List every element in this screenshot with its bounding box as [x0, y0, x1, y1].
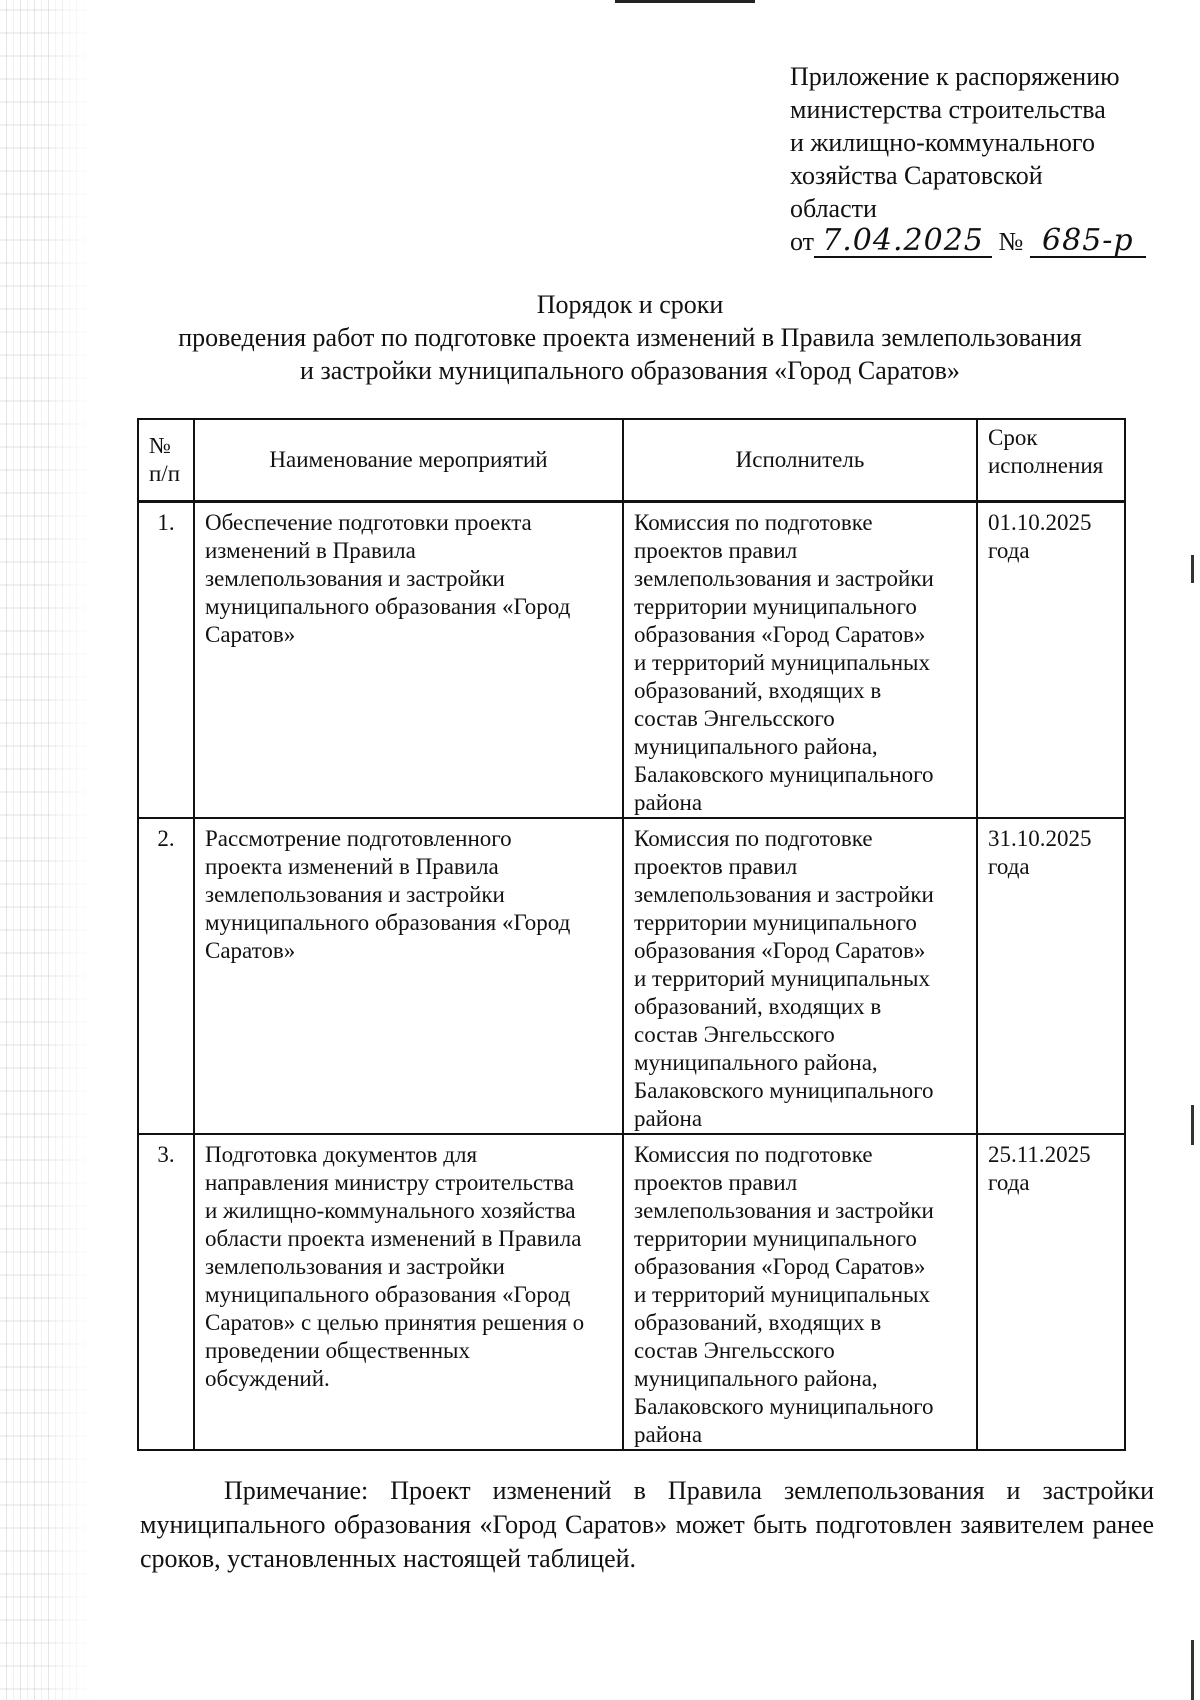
header-executor: Исполнитель [623, 419, 977, 502]
row-number: 2. [138, 818, 194, 1134]
appendix-line: и жилищно-коммунального [790, 128, 1095, 157]
scan-speck [1191, 555, 1194, 583]
number-label: № [998, 227, 1024, 256]
row-number: 3. [138, 1134, 194, 1450]
table-row [138, 1134, 1125, 1450]
row-deadline: 31.10.2025 года [977, 818, 1125, 1134]
schedule-table [137, 418, 1126, 1451]
row-deadline: 01.10.2025 года [977, 502, 1125, 819]
order-date-line [790, 225, 1160, 258]
row-number: 1. [138, 502, 194, 819]
appendix-block [790, 60, 1160, 258]
table-row [138, 502, 1125, 819]
row-deadline: 25.11.2025 года [977, 1134, 1125, 1450]
scan-speck [1191, 1105, 1194, 1145]
row-activity-name: Подготовка документов для направления министру строительства и жилищно-коммунального хозяйства области проекта изменений в Правила землепользования и застройки муниципального образования «Город Саратов» с целью принятия решения о проведении общественных обсуждений. [194, 1134, 623, 1450]
header-number: № п/п [138, 419, 194, 502]
title-line: Порядок и сроки [536, 290, 724, 319]
row-executor: Комиссия по подготовке проектов правил землепользования и застройки территории муниципального образования «Город Саратов» и территорий муниципальных образований, входящих в состав Энгельсского муниципального района, Балаковского муниципального района [623, 818, 977, 1134]
appendix-line: Приложение к распоряжению [790, 62, 1120, 91]
handwritten-number: 685-р [1030, 226, 1146, 258]
from-label: от [790, 227, 815, 256]
scan-noise-edge [0, 0, 92, 1700]
row-activity-name: Обеспечение подготовки проекта изменений в Правила землепользования и застройки муниципального образования «Город Саратов» [194, 502, 623, 819]
row-executor: Комиссия по подготовке проектов правил землепользования и застройки территории муниципального образования «Город Саратов» и территорий муниципальных образований, входящих в состав Энгельсского муниципального района, Балаковского муниципального района [623, 1134, 977, 1450]
handwritten-date: 7.04.2025 [814, 226, 992, 258]
header-deadline: Срок исполнения [977, 419, 1125, 502]
row-activity-name: Рассмотрение подготовленного проекта изменений в Правила землепользования и застройки муниципального образования «Город Саратов» [194, 818, 623, 1134]
title-line: проведения работ по подготовке проекта изменений в Правила землепользования [178, 323, 1082, 352]
footnote-note: Примечание: Проект изменений в Правила землепользования и застройки муниципального образования «Город Саратов» может быть подготовлен заявителем ранее сроков, установленных настоящей таблицей. [140, 1476, 1154, 1573]
document-title [130, 288, 1130, 387]
appendix-line: министерства строительства [790, 95, 1106, 124]
table-row [138, 818, 1125, 1134]
title-line: и застройки муниципального образования «Город Саратов» [300, 356, 960, 385]
row-executor: Комиссия по подготовке проектов правил землепользования и застройки территории муниципального образования «Город Саратов» и территорий муниципальных образований, входящих в состав Энгельсского муниципального района, Балаковского муниципального района [623, 502, 977, 819]
appendix-line: области [790, 194, 877, 223]
scan-speck [1191, 1640, 1194, 1700]
table-header-row [138, 419, 1125, 502]
scan-top-mark [615, 0, 755, 3]
appendix-line: хозяйства Саратовской [790, 161, 1043, 190]
header-activity-name: Наименование мероприятий [194, 419, 623, 502]
